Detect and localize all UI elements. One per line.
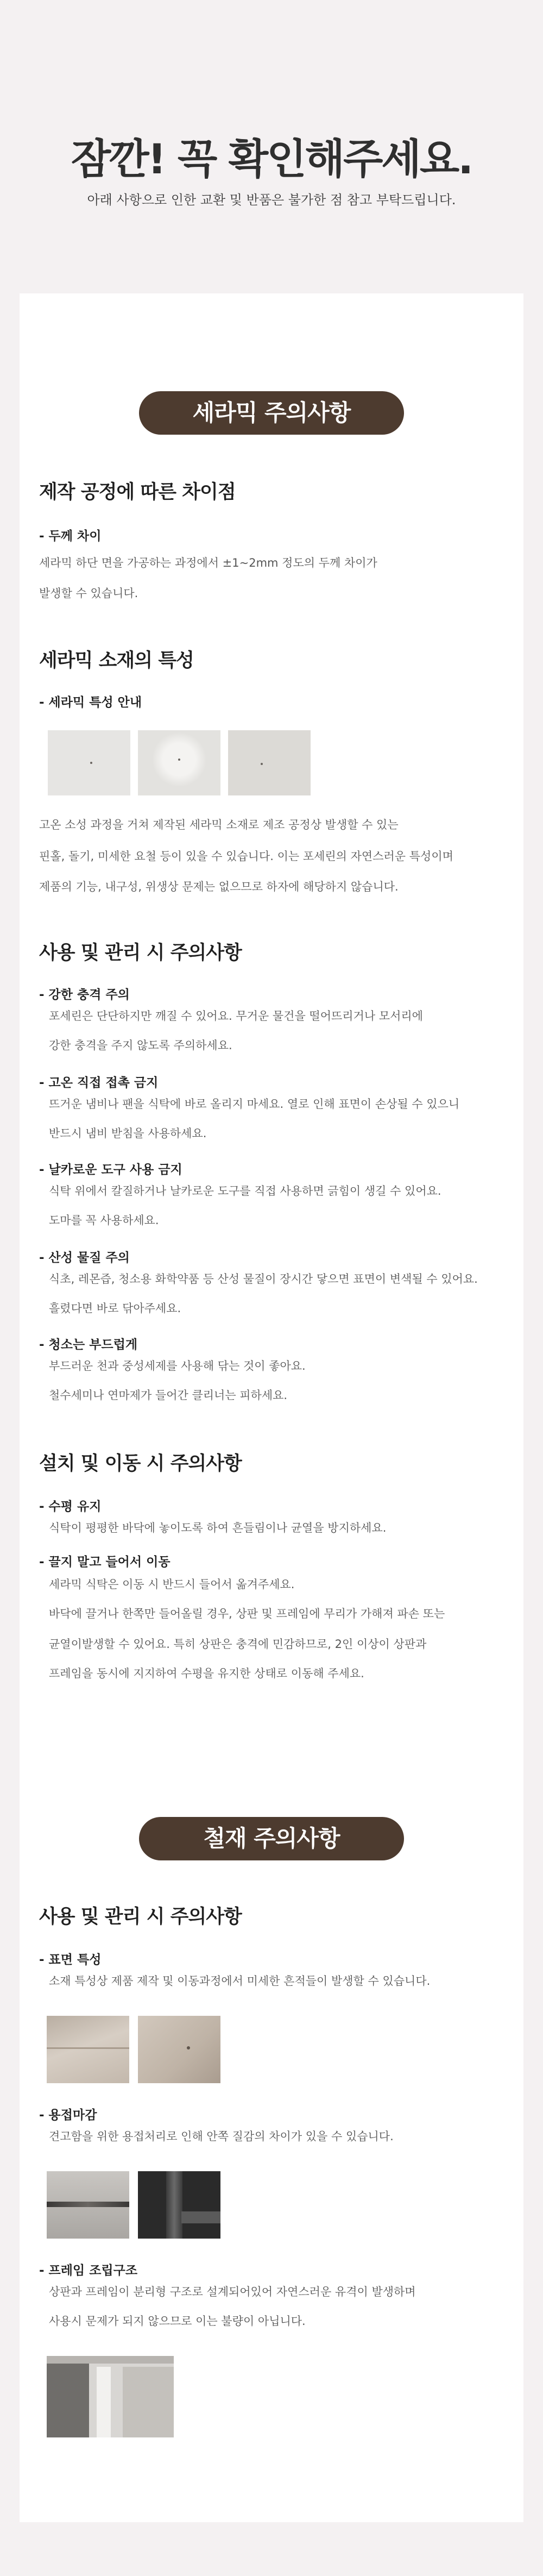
item-text: 핀홀, 돌기, 미세한 요철 등이 있을 수 있습니다. 이는 포세린의 자연스러운 특성이며 [39,850,453,863]
item-text: 뜨거운 냄비나 팬을 식탁에 바로 올리지 마세요. 열로 인해 표면이 손상될 수 있으니 [49,1098,460,1111]
frame-assembly-photo [47,2356,174,2437]
section-title-thickness: 제작 공정에 따른 차이점 [39,481,236,503]
page-header [0,0,543,293]
page-subtitle: 아래 사항으로 인한 교환 및 반품은 불가한 점 참고 부탁드립니다. [87,192,456,208]
item-label-weld: - 용접마감 [39,2108,97,2122]
item-text: 식탁 위에서 칼질하거나 날카로운 도구를 직접 사용하면 긁힘이 생길 수 있어요. [49,1184,441,1198]
item-text: 세라믹 하단 면을 가공하는 과정에서 ±1~2mm 정도의 두께 차이가 [39,556,377,569]
item-text: 프레임을 동시에 지지하여 수평을 유지한 상태로 이동해 주세요. [49,1667,364,1680]
weld-photo [138,2171,220,2239]
item-label-sharp: - 날카로운 도구 사용 금지 [39,1163,182,1177]
page-title: 잠깐! 꼭 확인해주세요. [71,135,472,183]
item-label-frame: - 프레임 조립구조 [39,2264,138,2278]
item-text: 식초, 레몬즙, 청소용 화학약품 등 산성 물질이 장시간 닿으면 표면이 변색될 수 있어요. [49,1273,478,1286]
item-text: 도마를 꼭 사용하세요. [49,1214,159,1227]
item-label-impact: - 강한 충격 주의 [39,988,130,1002]
section-title-steel-usage: 사용 및 관리 시 주의사항 [39,1906,242,1928]
item-label-level: - 수평 유지 [39,1500,102,1514]
item-text: 세라믹 식탁은 이동 시 반드시 들어서 옮겨주세요. [49,1578,295,1591]
steel-section-pill: 철재 주의사항 [139,1817,404,1860]
item-label-surface: - 표면 특성 [39,1953,102,1967]
item-text: 강한 충격을 주지 않도록 주의하세요. [49,1039,232,1052]
item-label-thickness: - 두께 차이 [39,529,102,543]
item-text: 발생할 수 있습니다. [39,587,138,600]
item-text: 소재 특성상 제품 제작 및 이동과정에서 미세한 흔적들이 발생할 수 있습니다. [49,1975,431,1988]
item-label-material: - 세라믹 특성 안내 [39,695,142,710]
item-text: 상판과 프레임이 분리형 구조로 설계되어있어 자연스러운 유격이 발생하며 [49,2285,416,2298]
content-card [20,293,523,2522]
item-label-cleaning: - 청소는 부드럽게 [39,1338,138,1352]
item-label-acid: - 산성 물질 주의 [39,1251,130,1265]
item-text: 견고함을 위한 용접처리로 인해 안쪽 질감의 차이가 있을 수 있습니다. [49,2130,394,2143]
item-label-heat: - 고온 직접 접촉 금지 [39,1076,159,1090]
ceramic-sample-photo [228,730,311,795]
page-bottom-margin [0,2522,543,2576]
item-text: 부드러운 천과 중성세제를 사용해 닦는 것이 좋아요. [49,1359,306,1372]
item-text: 제품의 기능, 내구성, 위생상 문제는 없으므로 하자에 해당하지 않습니다. [39,880,399,893]
steel-surface-photo [138,2016,220,2083]
section-title-install: 설치 및 이동 시 주의사항 [39,1453,242,1475]
item-text: 균열이발생할 수 있어요. 특히 상판은 충격에 민감하므로, 2인 이상이 상판과 [49,1638,427,1651]
item-text: 포세린은 단단하지만 깨질 수 있어요. 무거운 물건을 떨어뜨리거나 모서리에 [49,1010,423,1023]
item-text: 흘렸다면 바로 닦아주세요. [49,1302,181,1315]
ceramic-sample-photo [138,730,220,795]
item-text: 고온 소성 과정을 거쳐 제작된 세라믹 소재로 제조 공정상 발생할 수 있는 [39,818,399,831]
ceramic-section-pill: 세라믹 주의사항 [139,391,404,435]
section-title-usage: 사용 및 관리 시 주의사항 [39,942,242,964]
item-text: 철수세미나 연마제가 들어간 클리너는 피하세요. [49,1389,288,1402]
item-text: 바닥에 끌거나 한쪽만 들어올릴 경우, 상판 및 프레임에 무리가 가해져 파손 또는 [49,1607,445,1620]
ceramic-sample-photo [48,730,130,795]
item-text: 식탁이 평평한 바닥에 놓이도록 하여 흔들림이나 균열을 방지하세요. [49,1521,387,1534]
item-text: 반드시 냄비 받침을 사용하세요. [49,1127,207,1140]
item-label-lift: - 끌지 말고 들어서 이동 [39,1555,171,1569]
item-text: 사용시 문제가 되지 않으므로 이는 불량이 아닙니다. [49,2315,306,2328]
steel-surface-photo [47,2016,129,2083]
weld-photo [47,2171,129,2239]
section-title-material: 세라믹 소재의 특성 [39,650,194,672]
